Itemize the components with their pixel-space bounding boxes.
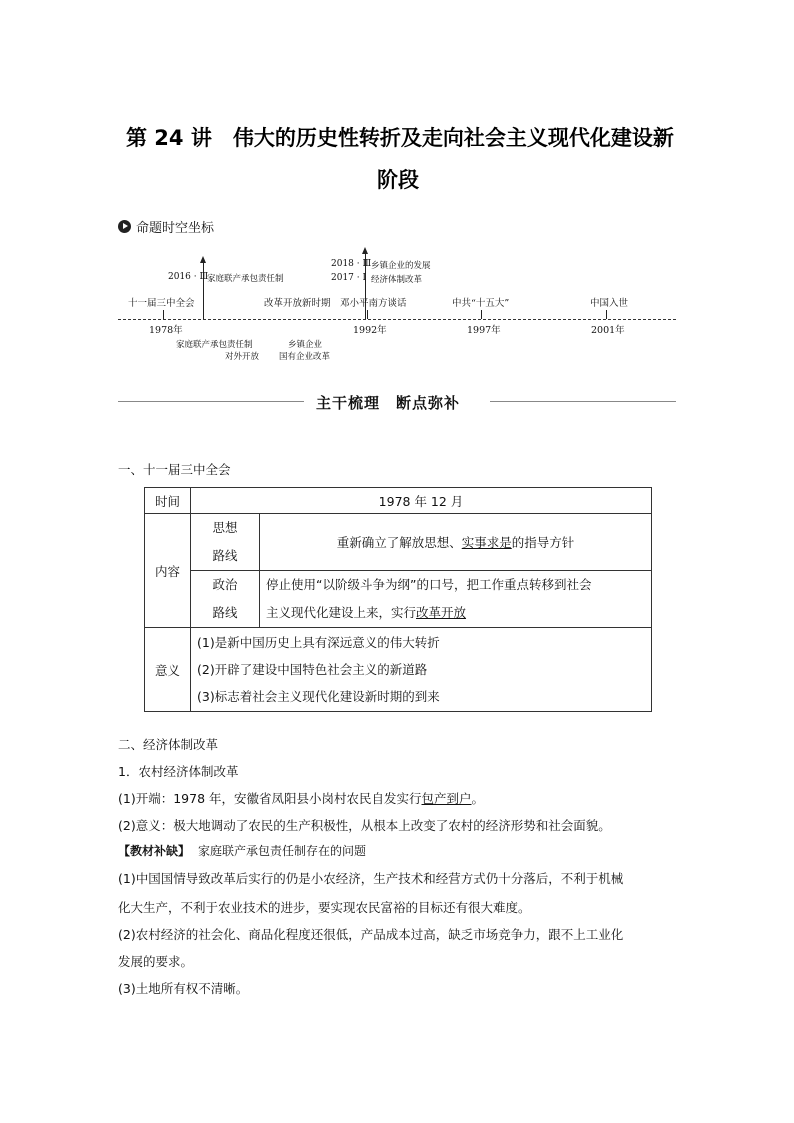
exam-topic-township: 乡镇企业的发展 <box>371 261 431 271</box>
timeline-event: 中国入世 <box>590 298 629 309</box>
page-title-line1: 第 24 讲 伟大的历史性转折及走向社会主义现代化建设新 <box>126 126 674 150</box>
thought-label-2: 路线 <box>212 548 238 563</box>
timeline-tick <box>606 310 607 319</box>
cell-time-value: 1978 年 12 月 <box>191 488 652 514</box>
significance-item: (2)开辟了建设中国特色社会主义的新道路 <box>197 662 428 677</box>
political-label-2: 路线 <box>212 605 238 620</box>
cell-content-label: 内容 <box>145 514 191 628</box>
paragraph: 化大生产，不利于农业技术的进步，要实现农民富裕的目标还有很大难度。 <box>118 900 531 915</box>
timeline-event: 改革开放新时期 <box>264 298 331 309</box>
cell-significance-value <box>191 628 652 712</box>
political-line-2 <box>266 599 645 627</box>
political-key: 改革开放 <box>416 605 467 620</box>
arrow-up-icon <box>362 247 368 254</box>
timeline-tick <box>163 310 164 319</box>
divider-right <box>490 401 676 402</box>
exam-year-2017: 2017 · Ⅰ <box>331 273 367 283</box>
timeline-year: 1992年 <box>353 325 387 336</box>
timeline-event: 中共“十五大” <box>452 298 510 309</box>
p1-key: 包产到户 <box>421 791 472 806</box>
section-title: 主干梳理 断点弥补 <box>316 394 461 412</box>
cell-significance-label: 意义 <box>145 628 191 712</box>
page-title-line2: 阶段 <box>377 168 419 192</box>
arrow-1978-line <box>203 262 204 319</box>
timeline-axis <box>118 319 676 320</box>
timeline-note: 对外开放 <box>225 352 260 362</box>
paragraph: (3)土地所有权不清晰。 <box>118 981 249 996</box>
supplement-title: 家庭联产承包责任制存在的问题 <box>198 844 367 858</box>
timeline-year: 1997年 <box>467 325 501 336</box>
timeline-note: 家庭联产承包责任制 <box>176 340 253 350</box>
political-label-1: 政治 <box>212 577 238 592</box>
timeline-tick <box>367 310 368 319</box>
political-text: 主义现代化建设上来，实行 <box>266 605 417 620</box>
play-circle-icon <box>118 220 131 233</box>
timeline-event: 邓小平南方谈话 <box>340 298 407 309</box>
part2-heading: 二、经济体制改革 <box>118 737 219 752</box>
thought-text: 重新确立了解放思想、 <box>336 535 462 550</box>
political-line-1: 停止使用“以阶级斗争为纲”的口号，把工作重点转移到社会 <box>266 577 592 592</box>
badge-label: 命题时空坐标 <box>136 221 215 236</box>
significance-item: (3)标志着社会主义现代化建设新时期的到来 <box>197 689 440 704</box>
exam-year-2018: 2018 · Ⅲ <box>331 259 372 269</box>
arrow-up-icon <box>200 256 206 263</box>
timeline-note: 乡镇企业 <box>288 340 323 350</box>
timeline-year: 1978年 <box>149 325 183 336</box>
thought-key: 实事求是 <box>461 535 512 550</box>
timeline-event: 十一届三中全会 <box>128 298 195 309</box>
timeline-tick <box>481 310 482 319</box>
part2-sub1: 1．农村经济体制改革 <box>118 764 239 779</box>
paragraph: (1)中国国情导致改革后实行的仍是小农经济，生产技术和经营方式仍十分落后，不利于机械 <box>118 871 624 886</box>
exam-topic-household: 家庭联产承包责任制 <box>207 274 284 284</box>
supplement-tag: 【教材补缺】 <box>118 844 191 858</box>
p1-end: 。 <box>471 791 485 806</box>
exam-year-2016: 2016 · Ⅲ <box>168 272 209 282</box>
paragraph: (2)意义：极大地调动了农民的生产积极性，从根本上改变了农村的经济形势和社会面貌。 <box>118 818 611 833</box>
p1-text: (1)开端：1978 年，安徽省凤阳县小岗村农民自发实行 <box>118 791 422 806</box>
supplement-heading <box>118 842 366 859</box>
paragraph <box>118 789 484 807</box>
part1-heading: 一、十一届三中全会 <box>118 462 231 477</box>
divider-left <box>118 401 304 402</box>
significance-item: (1)是新中国历史上具有深远意义的伟大转折 <box>197 635 440 650</box>
paragraph: 发展的要求。 <box>118 954 194 969</box>
cell-political-value <box>260 571 652 628</box>
exam-topic-economic-reform: 经济体制改革 <box>371 275 423 285</box>
section-badge <box>118 217 214 236</box>
cell-thought-value <box>260 514 652 571</box>
paragraph: (2)农村经济的社会化、商品化程度还很低，产品成本过高，缺乏市场竞争力，跟不上工业化 <box>118 927 624 942</box>
timeline-note: 国有企业改革 <box>279 352 331 362</box>
cell-thought-label <box>191 514 260 571</box>
thought-text-end: 的指导方针 <box>511 535 575 550</box>
timeline-year: 2001年 <box>591 325 625 336</box>
cell-time-label: 时间 <box>145 488 191 514</box>
thought-label-1: 思想 <box>212 520 238 535</box>
third-plenum-table <box>144 487 652 712</box>
cell-political-label <box>191 571 260 628</box>
